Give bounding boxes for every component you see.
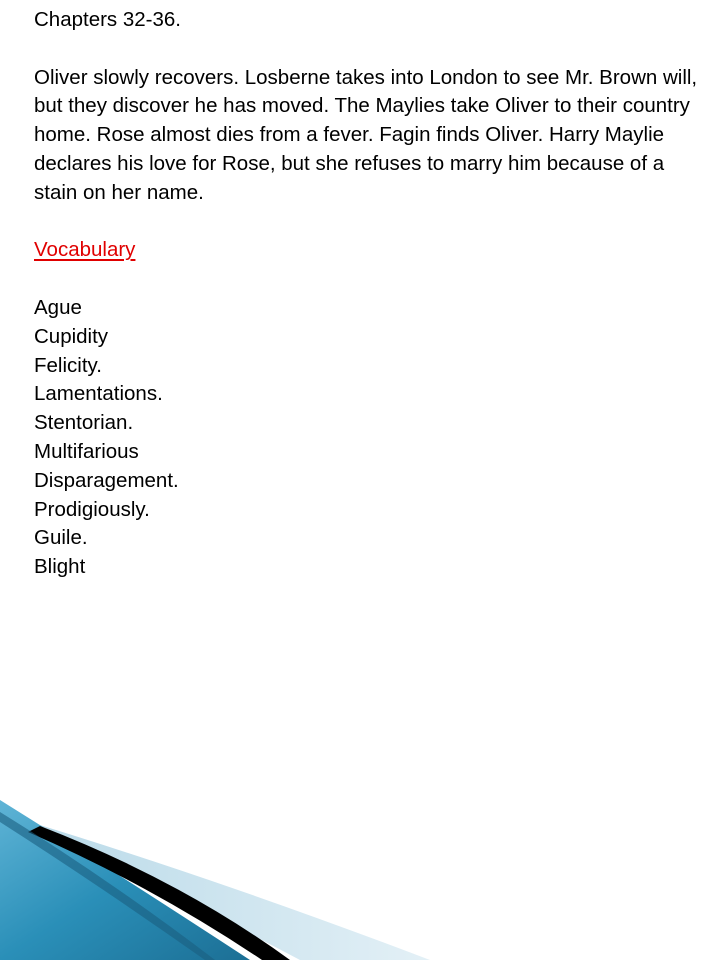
chapters-heading: Chapters 32-36.	[34, 8, 182, 31]
spacer	[34, 265, 710, 294]
vocabulary-item: Guile.	[34, 526, 88, 550]
vocabulary-item: Ague	[34, 295, 82, 319]
vocabulary-item: Multifarious	[34, 439, 139, 463]
vocabulary-item: Lamentations.	[34, 382, 163, 406]
spacer	[34, 208, 710, 237]
vocabulary-heading: Vocabulary	[34, 238, 136, 262]
vocabulary-item: Blight	[34, 555, 86, 579]
vocabulary-item: Disparagement.	[34, 468, 179, 492]
vocabulary-item: Prodigiously.	[34, 497, 150, 521]
slide-content	[34, 6, 710, 582]
vocabulary-item: Felicity.	[34, 353, 102, 377]
swoosh-black-stroke	[28, 826, 290, 960]
spacer	[34, 35, 710, 64]
chapter-summary: Oliver slowly recovers. Losberne takes into London to see Mr. Brown will, but they discover he has moved. The Maylies take Oliver to their country home. Rose almost dies from a fever. Fagin finds Oliver. Harry Maylie declares his love for Rose, but she refuses to marry him because of a stain on her name.	[34, 65, 698, 204]
swoosh-blue-shape	[0, 800, 250, 960]
vocabulary-item: Cupidity	[34, 324, 109, 348]
swoosh-teal-edge	[0, 812, 215, 960]
vocabulary-list	[34, 294, 710, 582]
swoosh-light-band	[20, 822, 430, 960]
vocabulary-item: Stentorian.	[34, 411, 134, 435]
